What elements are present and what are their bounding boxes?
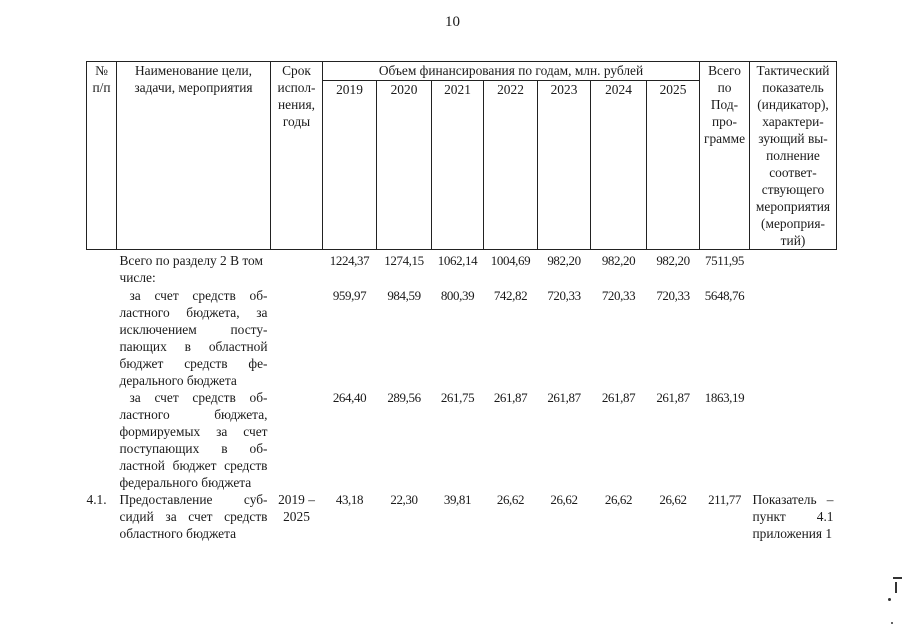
- row-value: 959,97: [332, 288, 367, 303]
- row-value: 261,87: [493, 390, 528, 405]
- row-value: 261,87: [656, 390, 690, 405]
- table-row: [87, 250, 837, 287]
- row-value: 261,87: [601, 390, 636, 405]
- row-value: 261,75: [440, 390, 475, 405]
- scan-mark: [891, 622, 893, 624]
- row-value: 984,59: [387, 288, 421, 303]
- row-value: 720,33: [601, 288, 636, 303]
- header-year: 2024: [591, 81, 647, 250]
- row-value: 982,20: [547, 253, 581, 268]
- page-number: 10: [445, 14, 460, 30]
- row-value: 264,40: [332, 390, 367, 405]
- header-year: 2020: [377, 81, 432, 250]
- header-name: Наименование цели, задачи, мероприятия: [117, 62, 271, 250]
- row-value: 26,62: [659, 492, 687, 507]
- header-year: 2019: [323, 81, 377, 250]
- row-value: 1274,15: [384, 253, 424, 268]
- row-value: 289,56: [387, 390, 421, 405]
- row-name: за счет средств об-ластного бюджета, формируемых за счет поступающих в об-ластной бюджет средств федерального бюджета: [119, 390, 268, 490]
- row-value: 26,62: [550, 492, 578, 507]
- header-total: Всего по Под-про-грамме: [700, 62, 750, 250]
- row-value: 1224,37: [329, 253, 370, 268]
- row-indicator: [750, 389, 837, 491]
- row-value: 26,62: [496, 492, 525, 507]
- row-value: 982,20: [601, 253, 636, 268]
- table-row: [87, 286, 837, 389]
- row-value: 720,33: [656, 288, 690, 303]
- header-year: 2023: [538, 81, 591, 250]
- row-name: Всего по разделу 2 В том числе:: [119, 253, 263, 285]
- row-value: 800,39: [440, 288, 475, 303]
- row-value: 39,81: [443, 492, 472, 507]
- header-indicator: Тактический показатель (индикатор), характери-зующий вы-полнение соответ-ствующего мероприятия (мероприя-тий): [750, 62, 837, 250]
- row-num: 4.1.: [86, 492, 107, 507]
- table-row: [87, 491, 837, 542]
- row-total: 7511,95: [705, 253, 744, 268]
- scan-mark: [895, 582, 897, 593]
- header-year: 2025: [647, 81, 700, 250]
- header-num: № п/п: [87, 62, 117, 250]
- header-term: Срок испол-нения, годы: [271, 62, 323, 250]
- row-value: 43,18: [335, 492, 364, 507]
- row-value: 720,33: [547, 288, 581, 303]
- row-total: 1863,19: [704, 390, 745, 405]
- row-value: 26,62: [604, 492, 633, 507]
- row-indicator: Показатель – пункт 4.1 приложения 1: [752, 492, 834, 541]
- row-indicator: [750, 286, 837, 389]
- row-num: [87, 250, 117, 287]
- funding-table: [86, 61, 837, 542]
- row-term: [271, 250, 323, 287]
- row-total: 5648,76: [704, 288, 745, 303]
- row-value: 1004,69: [490, 253, 531, 268]
- row-num: [87, 389, 117, 491]
- row-name: за счет средств об-ластного бюджета, за исключением посту-пающих в областной бюджет средств фе-дерального бюджета: [119, 288, 268, 388]
- header-year: 2022: [484, 81, 538, 250]
- row-term: [271, 286, 323, 389]
- row-indicator: [750, 250, 837, 287]
- row-term: [271, 389, 323, 491]
- header-funding: Объем финансирования по годам, млн. рублей: [323, 62, 700, 81]
- row-value: 261,87: [547, 390, 581, 405]
- scan-mark: [893, 577, 902, 579]
- table-row: [87, 389, 837, 491]
- row-total: 211,77: [708, 492, 741, 507]
- row-term: 2019 – 2025: [278, 492, 315, 524]
- row-value: 742,82: [493, 288, 528, 303]
- header-year: 2021: [432, 81, 484, 250]
- row-value: 982,20: [656, 253, 690, 268]
- row-value: 1062,14: [437, 253, 478, 268]
- scan-mark: [888, 598, 891, 601]
- row-name: Предоставление суб-сидий за счет средств областного бюджета: [119, 492, 268, 541]
- row-num: [87, 286, 117, 389]
- row-value: 22,30: [390, 492, 418, 507]
